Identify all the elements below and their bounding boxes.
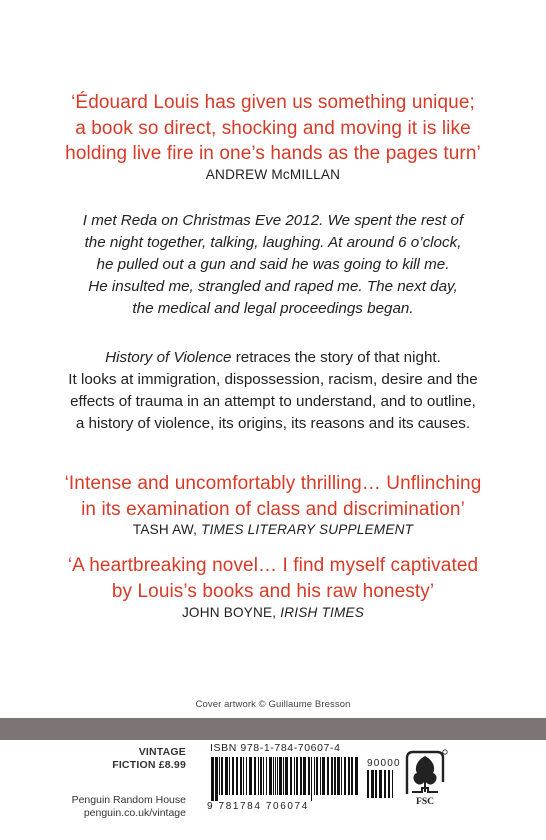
fsc-tree-logo-icon	[402, 748, 448, 798]
quote-tash-aw	[0, 471, 546, 522]
fsc-label: FSC	[416, 797, 434, 807]
attribution-name: JOHN BOYNE,	[181, 605, 281, 620]
blurb-italic	[0, 210, 546, 320]
blurb-line: He insulted me, strangled and raped me. The next day,	[88, 278, 458, 295]
imprint-name: VINTAGE	[138, 746, 186, 758]
price-addon-digits: 90000	[367, 758, 401, 769]
quote-attribution	[0, 520, 546, 539]
blurb-line: effects of trauma in an attempt to understand, and to outline,	[70, 393, 476, 410]
isbn-digits: 9 781784 706074	[207, 801, 309, 812]
grey-band	[0, 718, 546, 740]
quote-john-boyne	[0, 553, 546, 604]
blurb-description	[0, 347, 546, 435]
blurb-line: I met Reda on Christmas Eve 2012. We spent the rest of	[82, 212, 464, 229]
isbn-barcode	[210, 757, 360, 801]
attribution-name: TASH AW,	[132, 522, 202, 537]
quote-line: a book so direct, shocking and moving it is like	[75, 117, 471, 139]
category-price: FICTION £8.99	[112, 759, 186, 771]
blurb-line	[0, 347, 546, 369]
blurb-line-rest: retraces the story of that night.	[231, 349, 441, 366]
blurb-line: the medical and legal proceedings began.	[132, 300, 414, 317]
quote-line: ‘Édouard Louis has given us something unique;	[71, 92, 475, 113]
quote-line: by Louis’s books and his raw honesty’	[111, 580, 435, 602]
quote-line: ‘A heartbreaking novel… I find myself captivated	[67, 555, 479, 576]
blurb-line: a history of violence, its origins, its reasons and its causes.	[75, 415, 471, 432]
blurb-line: It looks at immigration, dispossession, racism, desire and the	[68, 371, 478, 388]
price-addon-barcode	[366, 770, 396, 808]
attribution-source: TIMES LITERARY SUPPLEMENT	[201, 522, 414, 537]
quote-line: ‘Intense and uncomfortably thrilling… Unflinching	[64, 473, 482, 494]
publisher-info	[72, 746, 186, 820]
quote-line: in its examination of class and discrimination’	[81, 498, 465, 520]
quote-attribution: ANDREW McMILLAN	[205, 167, 341, 182]
publisher-house: Penguin Random House	[71, 794, 186, 806]
quote-attribution	[0, 603, 546, 622]
cover-artwork-credit: Cover artwork © Guillaume Bresson	[195, 699, 351, 710]
publisher-url: penguin.co.uk/vintage	[83, 807, 186, 819]
isbn-label: ISBN 978-1-784-70607-4	[210, 742, 341, 754]
quote-andrew-mcmillan	[0, 90, 546, 167]
book-title: History of Violence	[105, 349, 232, 366]
quote-line: holding live fire in one’s hands as the pages turn’	[65, 143, 481, 164]
blurb-line: the night together, talking, laughing. At around 6 o’clock,	[84, 234, 462, 251]
blurb-line: he pulled out a gun and said he was going to kill me.	[96, 256, 450, 273]
attribution-source: IRISH TIMES	[280, 605, 365, 620]
